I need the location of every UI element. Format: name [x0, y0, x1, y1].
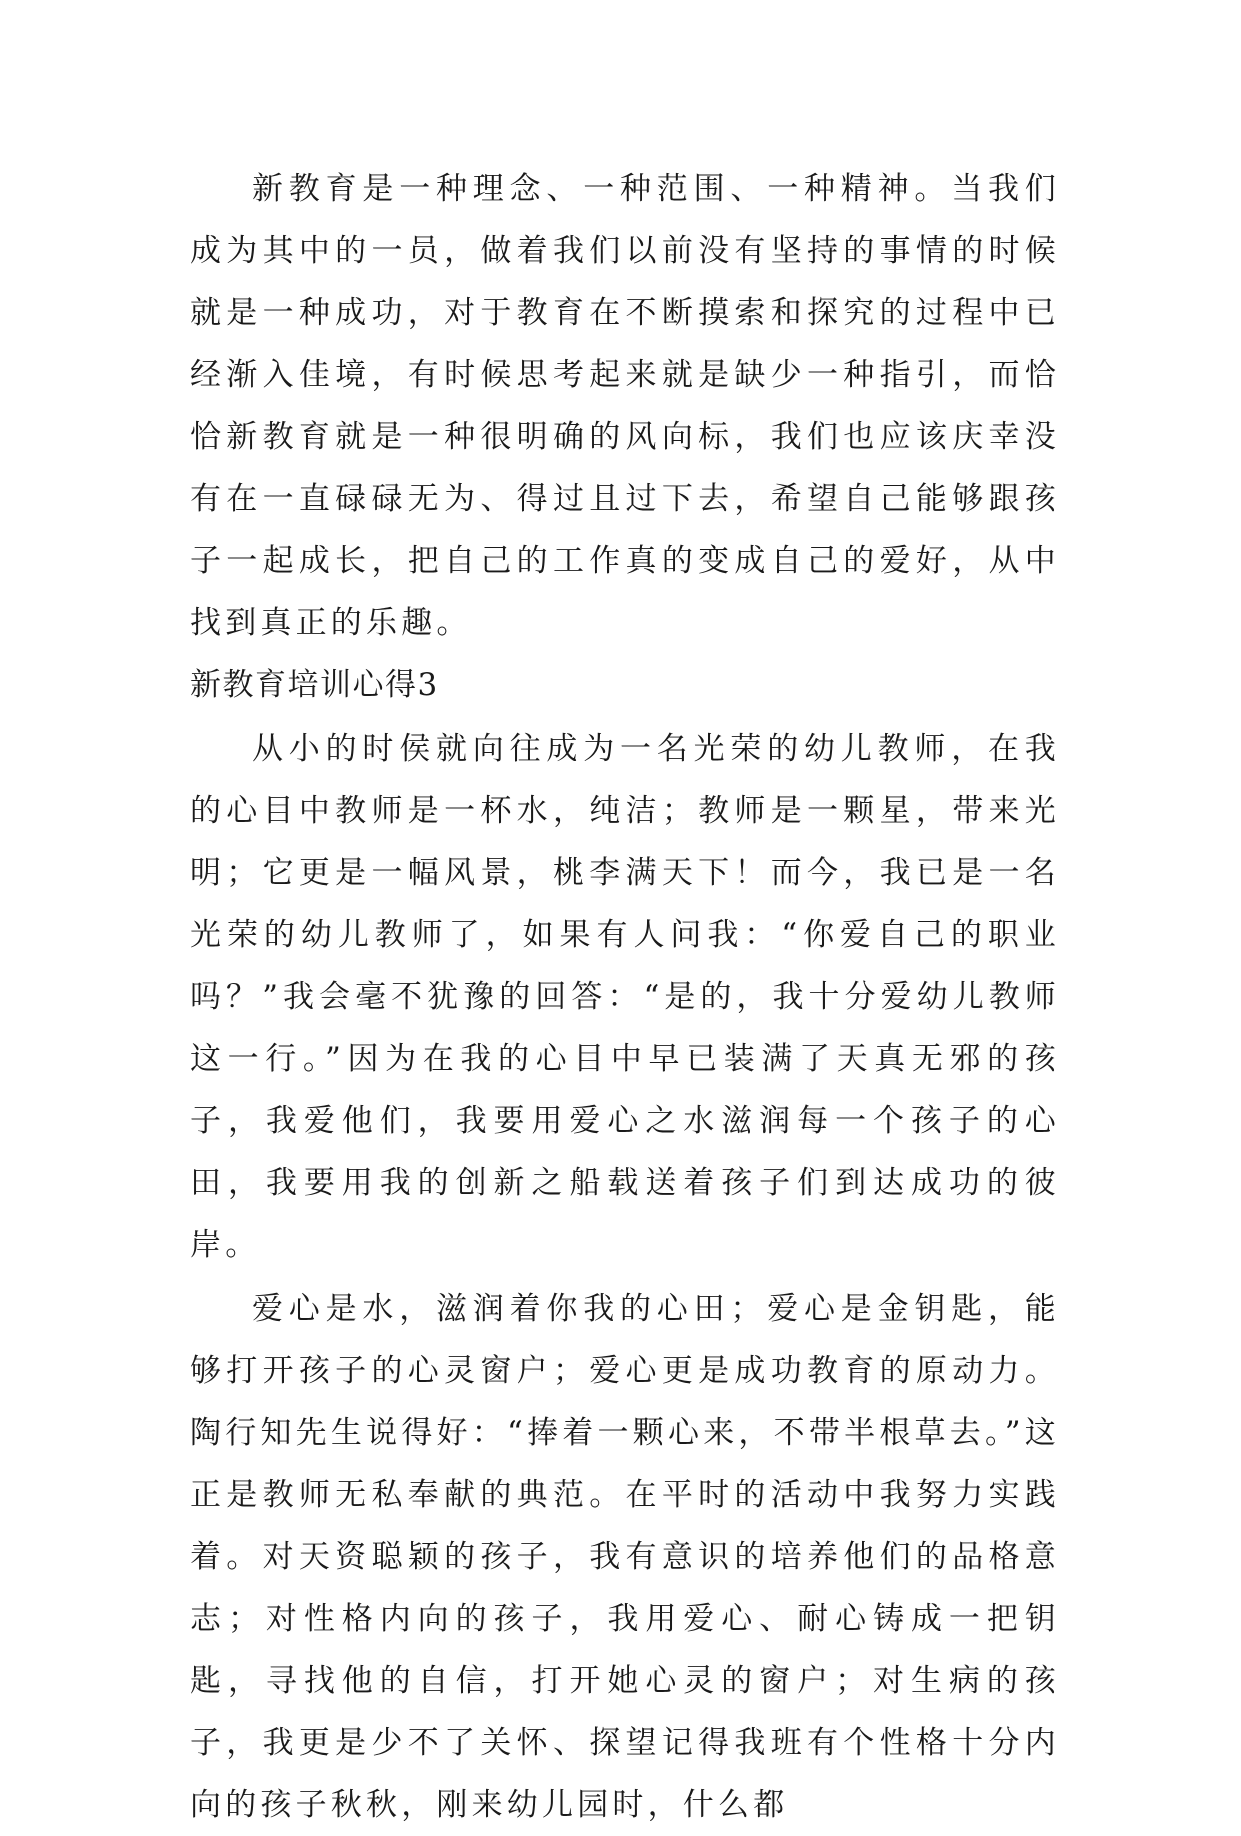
section-heading: 新教育培训心得3 [190, 667, 439, 703]
document-body [190, 158, 1060, 1836]
paragraph-new-education-reflection: 新教育是一种理念、一种范围、一种精神。当我们成为其中的一员，做着我们以前没有坚持的事情的时候就是一种成功，对于教育在不断摸索和探究的过程中已经渐入佳境，有时候思考起来就是缺少一种指引，而恰恰新教育就是一种很明确的风向标，我们也应该庆幸没有在一直碌碌无为、得过且过下去，希望自己能够跟孩子一起成长，把自己的工作真的变成自己的爱好，从中找到真正的乐趣。 [190, 171, 1060, 641]
paragraph-love-is-water: 爱心是水，滋润着你我的心田；爱心是金钥匙，能够打开孩子的心灵窗户；爱心更是成功教育的原动力。陶行知先生说得好：“捧着一颗心来，不带半根草去。”这正是教师无私奉献的典范。在平时的活动中我努力实践着。对天资聪颖的孩子，我有意识的培养他们的品格意志；对性格内向的孩子，我用爱心、耐心铸成一把钥匙，寻找他的自信，打开她心灵的窗户；对生病的孩子，我更是少不了关怀、探望记得我班有个性格十分内向的孩子秋秋，刚来幼儿园时，什么都 [190, 1291, 1060, 1823]
paragraph-childhood-dream: 从小的时侯就向往成为一名光荣的幼儿教师，在我的心目中教师是一杯水，纯洁；教师是一颗星，带来光明；它更是一幅风景，桃李满天下！而今，我已是一名光荣的幼儿教师了，如果有人问我：“你爱自己的职业吗？”我会毫不犹豫的回答：“是的，我十分爱幼儿教师这一行。”因为在我的心目中早已装满了天真无邪的孩子，我爱他们，我要用爱心之水滋润每一个孩子的心田，我要用我的创新之船载送着孩子们到达成功的彼岸。 [190, 731, 1060, 1263]
